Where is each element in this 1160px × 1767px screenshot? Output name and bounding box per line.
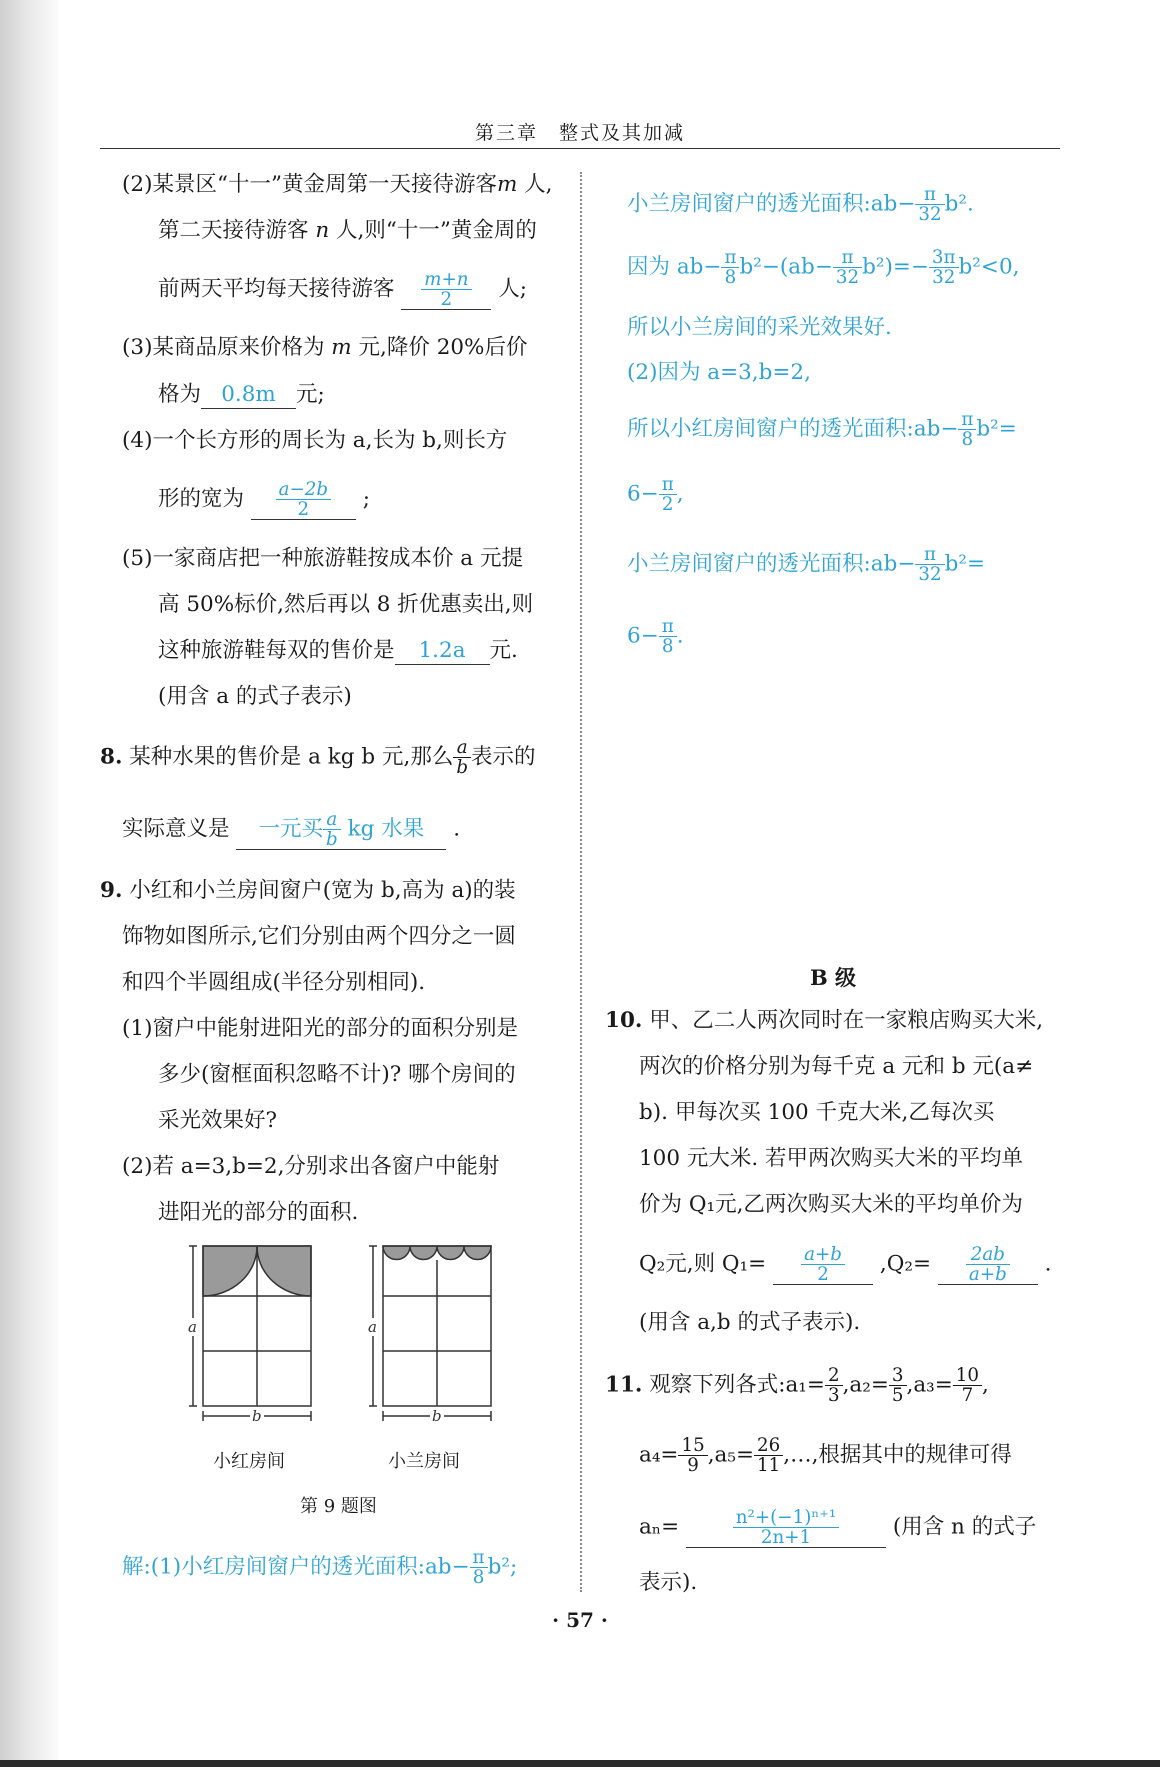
xiaohong-label-b: b	[252, 1407, 262, 1425]
q8-line2: 实际意义是 一元买 $\frac{a}{b}$ kg 水果 .	[122, 809, 461, 851]
xiaohong-label-a: a	[188, 1318, 197, 1336]
q9-sub2-line2: 进阳光的部分的面积.	[158, 1200, 359, 1225]
q7-2-line3: 前两天平均每天接待游客 $\frac{m+n}{2}$ 人;	[158, 269, 527, 311]
q9-line2: 饰物如图所示,它们分别由两个四分之一圆	[122, 924, 516, 949]
q7-3-answer: 0.8m	[201, 382, 296, 409]
figure-caption: 第 9 题图	[300, 1496, 377, 1517]
xiaolan-label-b: b	[432, 1407, 442, 1425]
sol-r8: 6− $\frac{\pi}{8}$ .	[627, 616, 684, 658]
q7-4-answer: $\frac{a-2b}{2}$	[251, 480, 356, 520]
column-divider	[580, 172, 582, 1592]
sol-r7: 小兰房间窗户的透光面积:ab− $\frac{\pi}{32}$ b²=	[627, 544, 985, 586]
q10-answer-q2: $\frac{2ab}{a+b}$	[938, 1245, 1038, 1285]
q11-line4: 表示).	[639, 1570, 698, 1595]
q10-line2: 两次的价格分别为每千克 a 元和 b 元(a≠	[639, 1054, 1034, 1079]
q10-line7: (用含 a,b 的式子表示).	[639, 1310, 861, 1335]
q7-5-answer: 1.2a	[395, 638, 490, 665]
q11-answer: $\frac{\text{n²+(−1)ⁿ⁺¹}}{2n+1}$	[686, 1508, 886, 1548]
q10-line5: 价为 Q₁元,乙两次购买大米的平均单价为	[639, 1192, 1023, 1217]
section-b-level: B 级	[810, 965, 857, 990]
xiaolan-label-a: a	[368, 1318, 377, 1336]
bottom-bar	[0, 1760, 1160, 1767]
q10-line6: Q₂元,则 Q₁= $\frac{a+b}{2}$ ,Q₂= $\frac{2ab}{a+b}$ .	[639, 1244, 1052, 1286]
q7-4-line2: 形的宽为 $\frac{a-2b}{2}$ ;	[158, 479, 370, 521]
page-edge-shadow	[0, 0, 58, 1767]
q7-5-line1: (5)一家商店把一种旅游鞋按成本价 a 元提	[122, 546, 523, 571]
q7-5-line2: 高 50%标价,然后再以 8 折优惠卖出,则	[158, 592, 534, 617]
q7-3-line1: (3)某商品原来价格为 m 元,降价 20%后价	[122, 335, 528, 360]
q9-sub2-line1: (2)若 a=3,b=2,分别求出各窗户中能射	[122, 1154, 500, 1179]
q7-5-line4: (用含 a 的式子表示)	[158, 684, 352, 709]
q7-2-line2: 第二天接待游客 n 人,则“十一”黄金周的	[158, 218, 537, 243]
q7-2-line1: (2)某景区“十一”黄金周第一天接待游客m 人,	[122, 172, 553, 197]
caption-xiaohong: 小红房间	[213, 1451, 285, 1472]
q8-line1: 8. 某种水果的售价是 a kg b 元,那么 $\frac{a}{b}$ 表示的	[100, 737, 536, 779]
q7-2-answer: $\frac{m+n}{2}$	[401, 270, 491, 310]
caption-xiaolan: 小兰房间	[388, 1451, 460, 1472]
sol-r1: 小兰房间窗户的透光面积:ab− $\frac{\pi}{32}$ b².	[627, 184, 974, 226]
chapter-header: 第三章 整式及其加减	[474, 122, 685, 144]
page-number: · 57 ·	[552, 1608, 608, 1632]
q8-answer: 一元买 $\frac{a}{b}$ kg 水果	[236, 810, 446, 850]
q10-line4: 100 元大米. 若甲两次购买大米的平均单	[639, 1146, 1024, 1171]
xiaohong-window	[189, 1246, 311, 1421]
q10-line3: b). 甲每次买 100 千克大米,乙每次买	[639, 1100, 995, 1125]
xiaolan-window	[369, 1246, 491, 1421]
sol-r4: (2)因为 a=3,b=2,	[627, 360, 811, 385]
sol-r5: 所以小红房间窗户的透光面积:ab− $\frac{\pi}{8}$ b²=	[627, 409, 1017, 451]
q9-sub1-line1: (1)窗户中能射进阳光的部分的面积分别是	[122, 1016, 518, 1041]
header-rule	[100, 148, 1060, 149]
xiaolan-semicircles	[383, 1246, 491, 1260]
q10-line1: 10. 甲、乙二人两次同时在一家粮店购买大米,	[605, 1008, 1044, 1033]
q7-4-line1: (4)一个长方形的周长为 a,长为 b,则长方	[122, 428, 508, 453]
q7-3-line2: 格为 0.8m 元;	[158, 382, 325, 407]
q9-sub1-line2: 多少(窗框面积忽略不计)? 哪个房间的	[158, 1062, 516, 1087]
q7-5-line3: 这种旅游鞋每双的售价是 1.2a 元.	[158, 638, 518, 663]
q9-line3: 和四个半圆组成(半径分别相同).	[122, 970, 426, 995]
sol-r6: 6− $\frac{\pi}{2}$ ,	[627, 474, 684, 516]
q11-line2: a₄= $\frac{15}{9}$ ,a₅= $\frac{26}{11}$ ,…,根据其中的规律可得	[639, 1435, 1012, 1477]
q10-answer-q1: $\frac{a+b}{2}$	[773, 1245, 873, 1285]
q11-line1: 11. 观察下列各式:a₁= $\frac{2}{3}$ ,a₂= $\frac{3}{5}$ ,a₃= $\frac{10}{7}$ ,	[605, 1365, 989, 1407]
sol-r3: 所以小兰房间的采光效果好.	[627, 315, 892, 340]
sol-r2: 因为 ab− $\frac{\pi}{8}$ b²−(ab− $\frac{\pi}{32}$ b²)=− $\frac{3\pi}{32}$ b²<0,	[627, 247, 1020, 289]
q9-sub1-line3: 采光效果好?	[158, 1108, 278, 1133]
q11-line3: aₙ= $\frac{\text{n²+(−1)ⁿ⁺¹}}{2n+1}$ (用含 n 的式子	[639, 1507, 1037, 1549]
q9-line1: 9. 小红和小兰房间窗户(宽为 b,高为 a)的装	[100, 878, 516, 903]
